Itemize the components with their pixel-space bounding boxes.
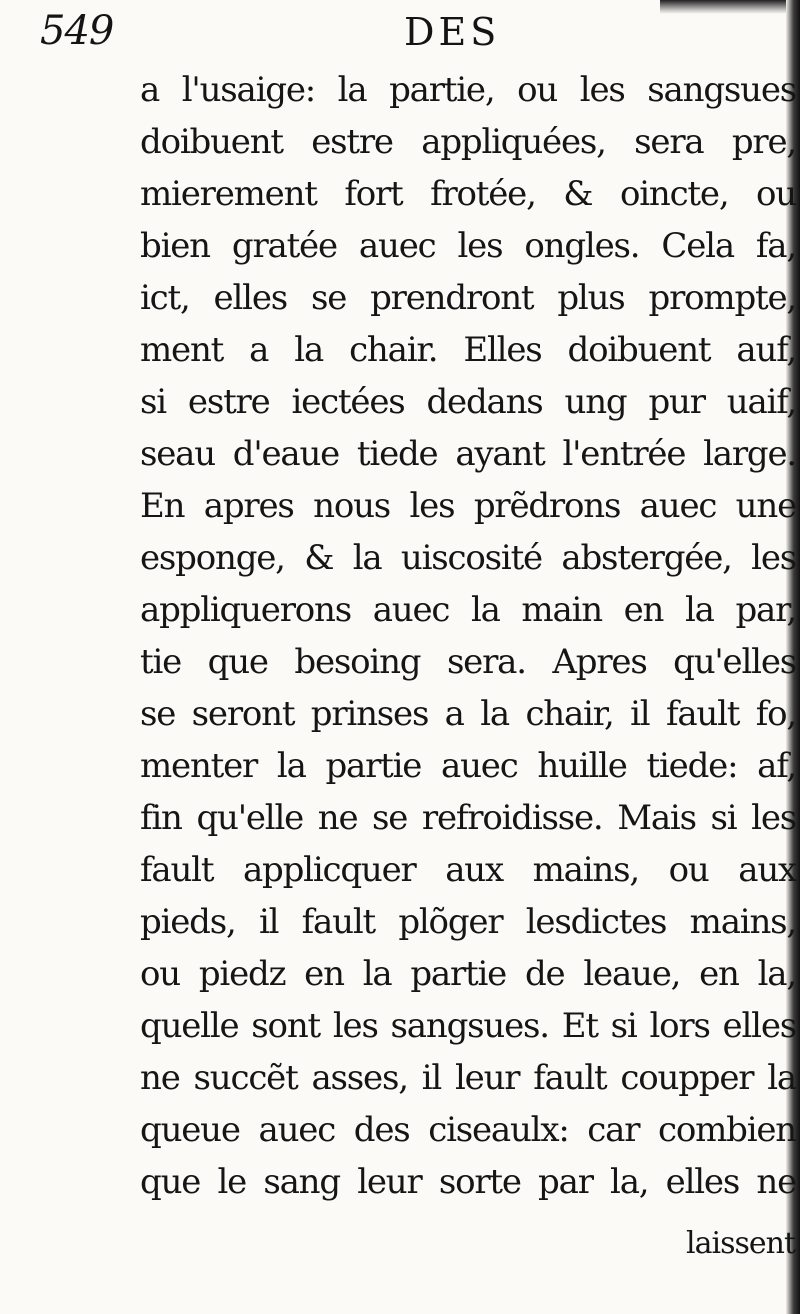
- text-line: ict, elles se prendront plus prompte,: [140, 278, 796, 318]
- running-head: DES: [404, 10, 501, 54]
- text-line: mierement fort frotée, & oincte, ou: [140, 174, 796, 214]
- catchword: laissent: [686, 1226, 795, 1261]
- text-line: a l'usaige: la partie, ou les sangsues: [140, 70, 796, 110]
- text-line: quelle sont les sangsues. Et si lors elles: [140, 1006, 796, 1046]
- text-line: bien gratée auec les ongles. Cela fa,: [140, 226, 796, 266]
- text-line: pieds, il fault plõger lesdictes mains,: [140, 902, 796, 942]
- text-line: si estre iectées dedans ung pur uaif,: [140, 382, 796, 422]
- text-line: esponge, & la uiscosité abstergée, les: [140, 538, 796, 578]
- text-line: ou piedz en la partie de leaue, en la,: [140, 954, 796, 994]
- text-line: fin qu'elle ne se refroidisse. Mais si les: [140, 798, 796, 838]
- text-line: ment a la chair. Elles doibuent auf,: [140, 330, 796, 370]
- text-line: se seront prinses a la chair, il fault fo,: [140, 694, 796, 734]
- page-number: 549: [40, 8, 114, 54]
- text-line: menter la partie auec huille tiede: af,: [140, 746, 796, 786]
- text-line: que le sang leur sorte par la, elles ne: [140, 1162, 796, 1202]
- text-line: fault applicquer aux mains, ou aux: [140, 850, 796, 890]
- text-line: ne succẽt asses, il leur fault coupper la: [140, 1058, 796, 1098]
- text-line: appliquerons auec la main en la par,: [140, 590, 796, 630]
- scan-shadow: [660, 0, 800, 14]
- text-line: tie que besoing sera. Apres qu'elles: [140, 642, 796, 682]
- text-line: En apres nous les prẽdrons auec une: [140, 486, 796, 526]
- text-line: seau d'eaue tiede ayant l'entrée large.: [140, 434, 796, 474]
- text-line: queue auec des ciseaulx: car combien: [140, 1110, 796, 1150]
- text-line: doibuent estre appliquées, sera pre,: [140, 122, 796, 162]
